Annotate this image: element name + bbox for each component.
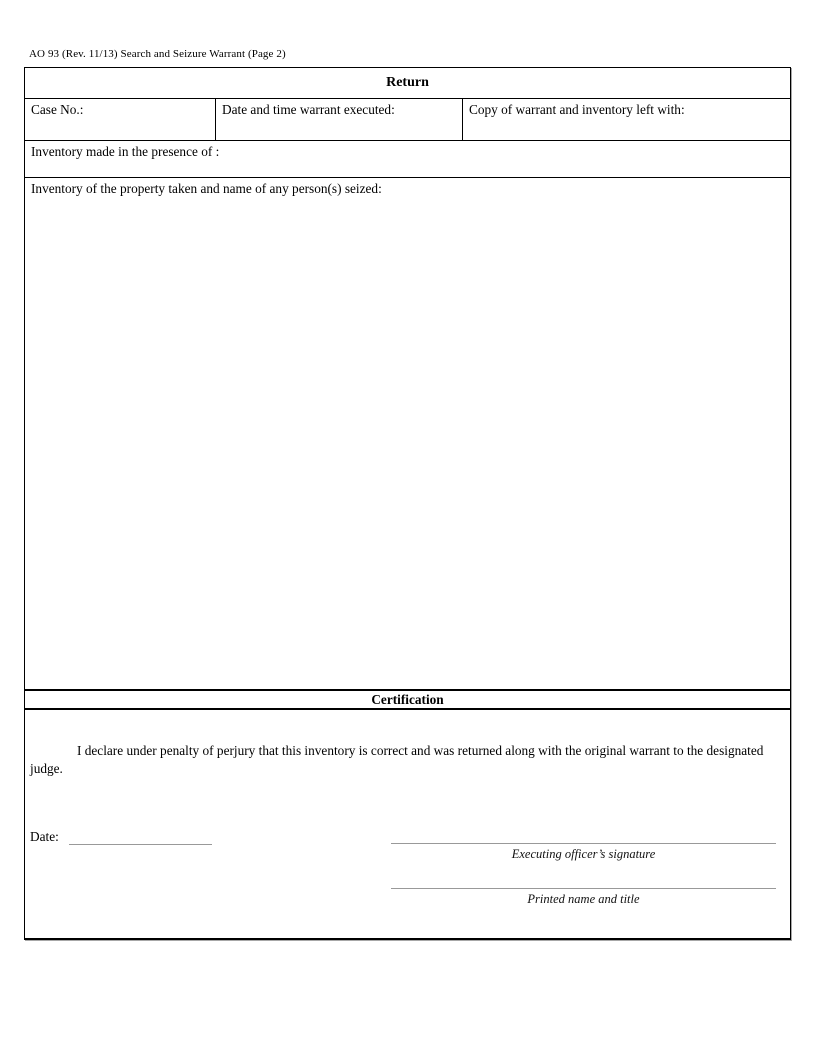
executing-officer-signature-line[interactable]	[391, 843, 776, 844]
case-no-label: Case No.:	[31, 102, 84, 117]
date-time-executed-field[interactable]	[216, 99, 463, 140]
printed-name-line[interactable]	[391, 888, 776, 889]
return-header-row	[25, 99, 790, 141]
executing-officer-signature-caption: Executing officer’s signature	[511, 847, 656, 861]
warrant-return-form	[24, 67, 791, 940]
form-id-line: AO 93 (Rev. 11/13) Search and Seizure Warrant (Page 2)	[29, 48, 286, 60]
inventory-presence-label: Inventory made in the presence of :	[31, 144, 220, 159]
certification-body	[25, 710, 790, 938]
case-no-field[interactable]	[25, 99, 216, 140]
inventory-property-field[interactable]	[25, 178, 790, 689]
date-label: Date:	[30, 829, 59, 844]
printed-name-caption: Printed name and title	[527, 892, 640, 906]
inventory-presence-field[interactable]	[25, 141, 790, 178]
certification-declaration: I declare under penalty of perjury that this inventory is correct and was returned along with the original warrant to the designated judge.	[30, 743, 764, 776]
inventory-property-label: Inventory of the property taken and name of any person(s) seized:	[31, 181, 382, 196]
date-input-line[interactable]	[69, 827, 212, 845]
date-time-executed-label: Date and time warrant executed:	[222, 102, 395, 117]
date-group	[30, 827, 212, 845]
certification-section-title: Certification	[25, 689, 790, 710]
executing-officer-signature-block	[391, 843, 776, 862]
return-section-title: Return	[25, 68, 790, 99]
copy-left-with-field[interactable]	[463, 99, 790, 140]
copy-left-with-label: Copy of warrant and inventory left with:	[469, 102, 685, 117]
printed-name-block	[391, 888, 776, 907]
